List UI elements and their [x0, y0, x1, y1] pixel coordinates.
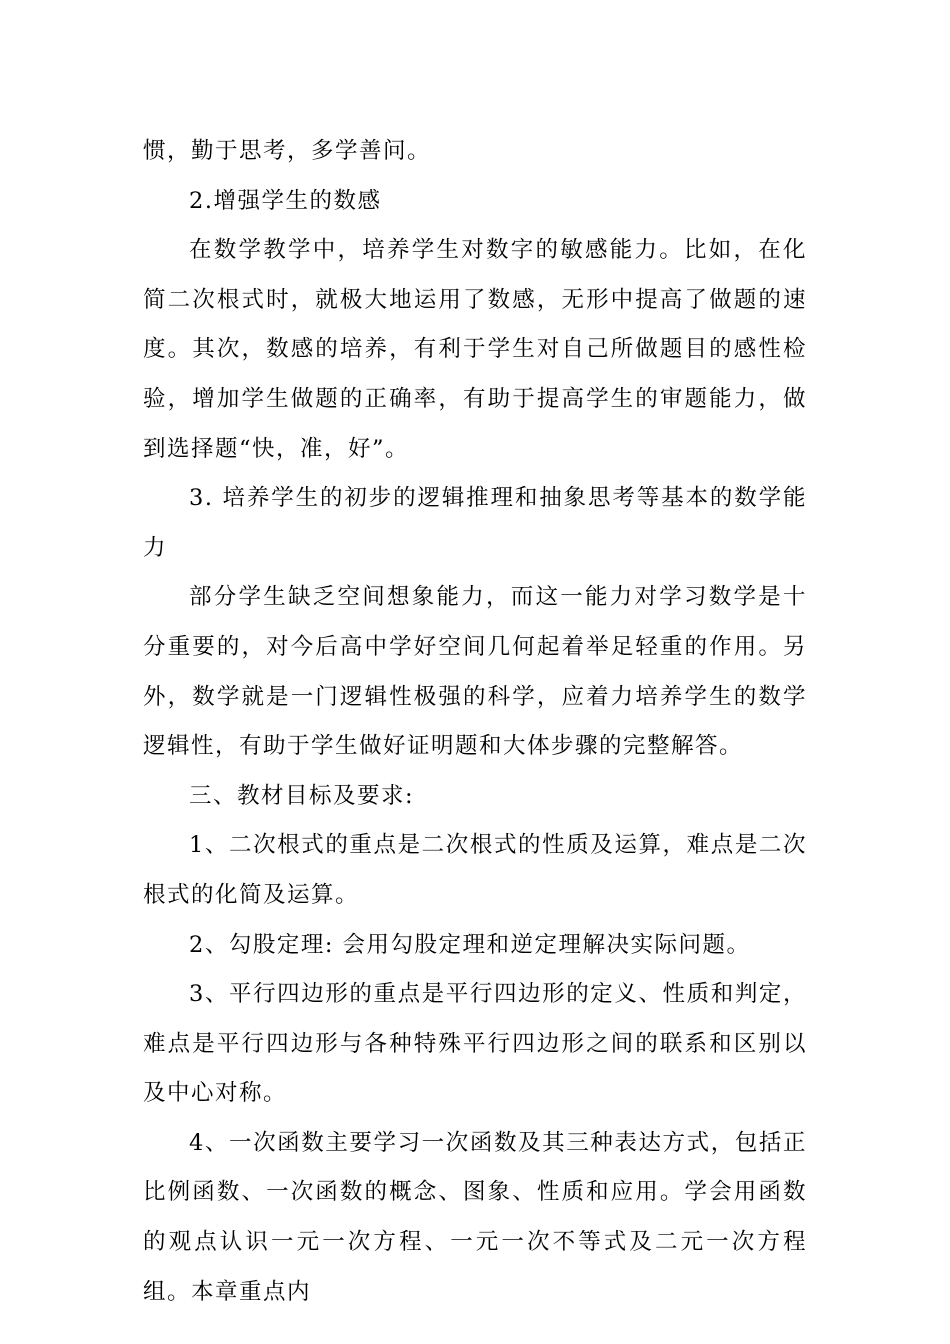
paragraph-heading-number-sense: 2.增强学生的数感 — [189, 187, 382, 214]
paragraph-item-4: 4、一次函数主要学习一次函数及其三种表达方式，包括正比例函数、一次函数的概念、图象、性质和应用。学会用函数的观点认识一元一次方程、一元一次不等式及二元一次方程组。本章重点内 — [143, 1129, 807, 1305]
paragraph-logic: 部分学生缺乏空间想象能力，而这一能力对学习数学是十分重要的，对今后高中学好空间几何起着举足轻重的作用。另外，数学就是一门逻辑性极强的科学，应着力培养学生的数学逻辑性，有助于学生做好证明题和大体步骤的完整解答。 — [143, 584, 807, 760]
paragraph-continuation: 惯，勤于思考，多学善问。 — [143, 138, 432, 164]
paragraph-heading-logic: 3. 培养学生的初步的逻辑推理和抽象思考等基本的数学能力 — [143, 485, 807, 561]
paragraph-item-3: 3、平行四边形的重点是平行四边形的定义、性质和判定，难点是平行四边形与各种特殊平行四边形之间的联系和区别以及中心对称。 — [143, 981, 807, 1107]
section-heading-textbook-goals: 三、教材目标及要求: — [189, 782, 415, 809]
paragraph-item-2: 2、勾股定理: 会用勾股定理和逆定理解决实际问题。 — [189, 931, 751, 958]
paragraph-number-sense: 在数学教学中，培养学生对数字的敏感能力。比如，在化简二次根式时，就极大地运用了数感，无形中提高了做题的速度。其次，数感的培养，有利于学生对自己所做题目的感性检验，增加学生做题的正确率，有助于提高学生的审题能力，做到选择题“快，准，好”。 — [143, 237, 807, 462]
paragraph-item-1: 1、二次根式的重点是二次根式的性质及运算，难点是二次根式的化简及运算。 — [143, 832, 807, 908]
document-body — [143, 127, 807, 1317]
